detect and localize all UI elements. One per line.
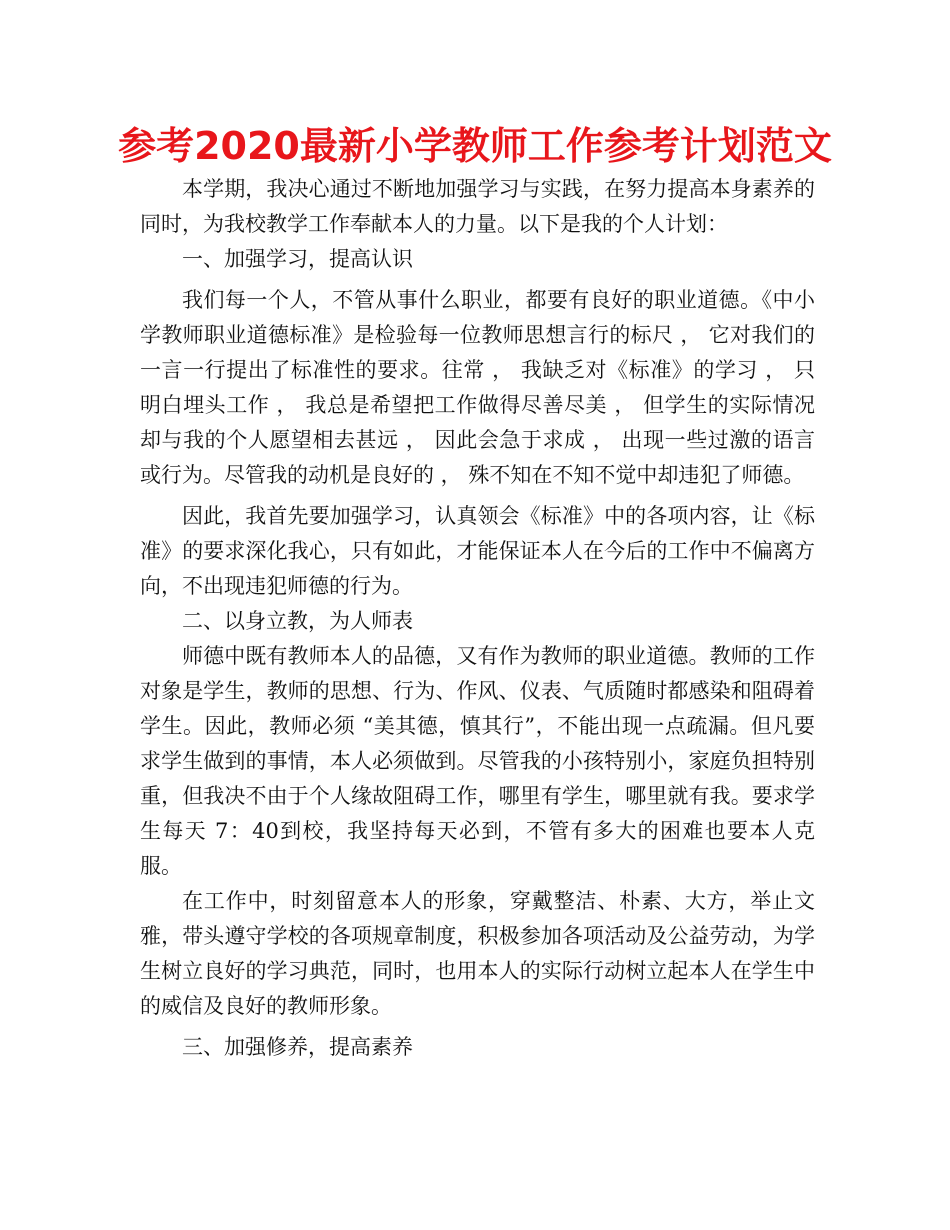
document-body bbox=[140, 172, 815, 1065]
paragraph-role-model: 师德中既有教师本人的品德，又有作为教师的职业道德。教师的工作对象是学生，教师的思想、行为、作风、仪表、气质随时都感染和阻碍着学生。因此，教师必须 “美其德，慎其行”，不能出现一点疏漏。但凡要求学生做到的事情，本人必须做到。尽管我的小孩特别小，家庭负担特别重，但我决不由于个人缘故阻碍工作，哪里有学生，哪里就有我。要求学生每天 7：40到校，我坚持每天必到，不管有多大的困难也要本人克服。 bbox=[140, 644, 815, 878]
intro-paragraph: 本学期，我决心通过不断地加强学习与实践，在努力提高本身素养的同时，为我校教学工作奉献本人的力量。以下是我的个人计划： bbox=[140, 177, 815, 236]
section-heading-2: 二、以身立教，为人师表 bbox=[182, 609, 413, 633]
document-title: 参考2020最新小学教师工作参考计划范文 bbox=[118, 124, 832, 168]
section-heading-3: 三、加强修养，提高素养 bbox=[182, 1035, 413, 1059]
section-heading-1: 一、加强学习，提高认识 bbox=[182, 247, 413, 271]
paragraph-ethics: 我们每一个人，不管从事什么职业，都要有良好的职业道德。《中小学教师职业道德标准》是检验每一位教师思想言行的标尺 ， 它对我们的一言一行提出了标准性的要求。往常 ， 我缺乏对《标准》的学习 ， 只明白埋头工作 ， 我总是希望把工作做得尽善尽美 ， 但学生的实际情况却与我的个人愿望相去甚远 ， 因此会急于求成 ， 出现一些过激的语言或行为。尽管我的动机是良好的 ， 殊不知在不知不觉中却违犯了师德。 bbox=[140, 288, 815, 487]
paragraph-study: 因此，我首先要加强学习，认真领会《标准》中的各项内容，让《标准》的要求深化我心，只有如此，才能保证本人在今后的工作中不偏离方向，不出现违犯师德的行为。 bbox=[140, 504, 815, 598]
paragraph-conduct: 在工作中，时刻留意本人的形象，穿戴整洁、朴素、大方，举止文雅，带头遵守学校的各项规章制度，积极参加各项活动及公益劳动，为学生树立良好的学习典范，同时，也用本人的实际行动树立起本人在学生中的威信及良好的教师形象。 bbox=[140, 889, 815, 1018]
